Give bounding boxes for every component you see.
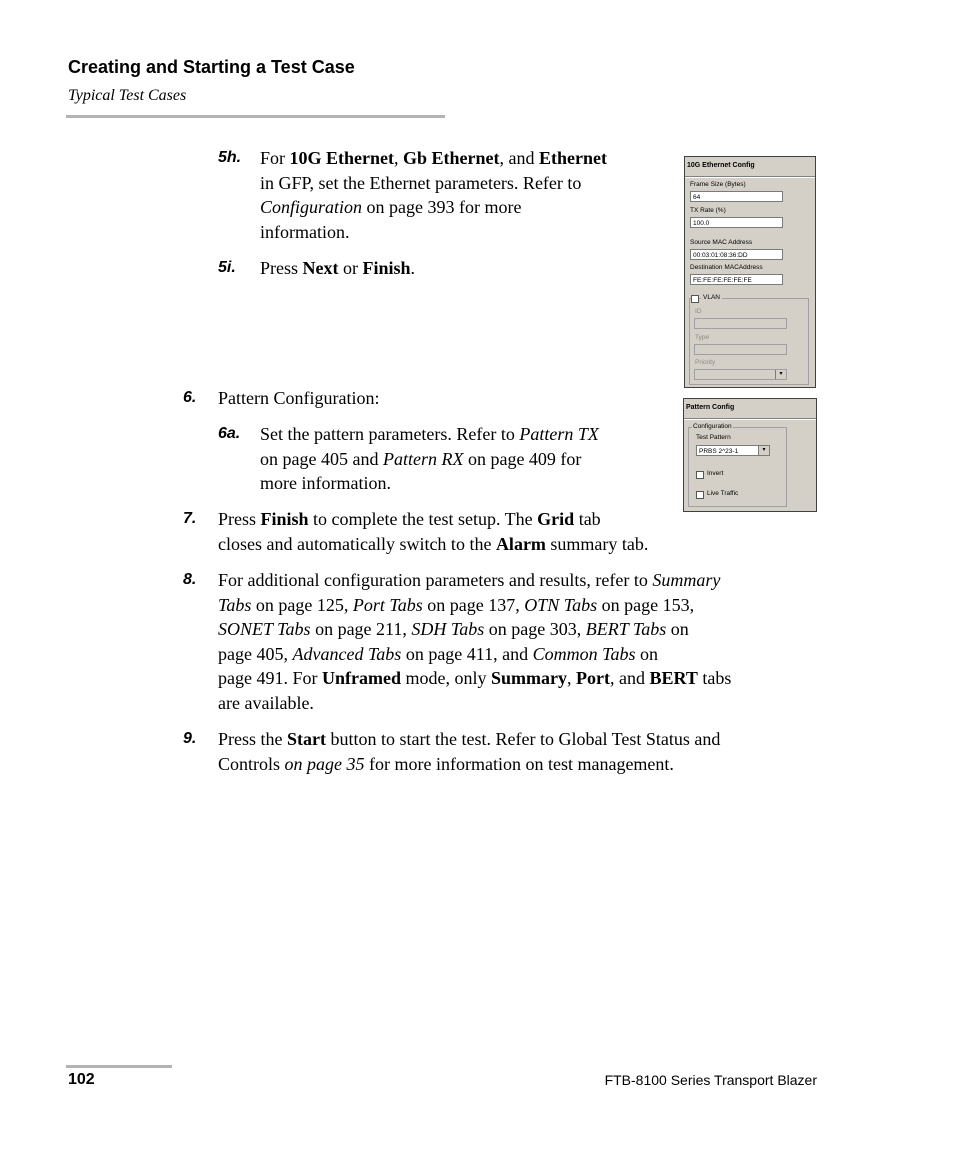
vlan-type-input[interactable] [694,344,787,355]
step-7-text: Press Finish to complete the test setup. The Grid tab closes and automatically switch to the Alarm summary tab. [218,509,649,554]
source-mac-label: Source MAC Address [690,239,753,246]
step-5h-text: For 10G Ethernet, Gb Ethernet, and Ethernet in GFP, set the Ethernet parameters. Refer to Configuration on page 393 for more information. [260,148,607,242]
step-6a-number: 6a. [218,425,241,442]
header-divider [66,115,445,118]
vlan-checkbox[interactable] [691,295,699,303]
step-6a-text: Set the pattern parameters. Refer to Pattern TX on page 405 and Pattern RX on page 409 for more information. [260,424,599,493]
step-6-text: Pattern Configuration: [218,388,380,408]
ethernet-config-title: 10G Ethernet Config [687,162,755,169]
vlan-priority-select[interactable] [694,369,787,380]
ethernet-config-dialog [684,156,816,388]
vlan-id-input[interactable] [694,318,787,329]
step-5h-number: 5h. [218,149,242,166]
destination-mac-label: Destination MACAddress [690,264,763,271]
pattern-config-dialog [683,398,817,512]
step-5i-text: Press Next or Finish. [260,258,416,278]
tx-rate-label: TX Rate (%) [690,207,726,214]
step-8-text: For additional configuration parameters and results, refer to Summary Tabs on page 125, Port Tabs on page 137, OTN Tabs on page 153, SONET Tabs on page 211, SDH Tabs on page 303, BERT Tabs on page 405, Advanced Tabs on page 411, and Common Tabs on page 491. For Unframed mode, only Summary, Port, and BERT tabs are available. [218,570,732,713]
live-traffic-label: Live Traffic [707,490,739,497]
section-subtitle: Typical Test Cases [68,87,187,104]
page-number: 102 [68,1071,95,1088]
step-5i-number: 5i. [218,259,236,276]
frame-size-input[interactable]: 64 [690,191,783,202]
vlan-label: VLAN [703,294,720,301]
section-title: Creating and Starting a Test Case [68,57,355,77]
invert-label: Invert [707,470,724,477]
footer-divider [66,1065,172,1068]
test-pattern-label: Test Pattern [696,434,731,441]
configuration-group-label: Configuration [693,423,732,430]
chevron-down-icon: ▾ [758,446,769,455]
vlan-priority-label: Priority [695,359,716,366]
invert-checkbox[interactable] [696,471,704,479]
pattern-config-title: Pattern Config [686,404,735,411]
tx-rate-input[interactable]: 100.0 [690,217,783,228]
step-6-number: 6. [183,389,197,406]
destination-mac-input[interactable]: FE:FE:FE:FE:FE:FE [690,274,783,285]
step-9-text: Press the Start button to start the test. Refer to Global Test Status and Controls on page 35 for more information on test management. [218,729,721,774]
pattern-config-title-divider [684,418,816,420]
frame-size-label: Frame Size (Bytes) [690,181,746,188]
chevron-down-icon: ▾ [775,370,786,379]
product-name: FTB-8100 Series Transport Blazer [604,1072,817,1088]
step-8-number: 8. [183,571,197,588]
step-9-number: 9. [183,730,197,747]
test-pattern-select[interactable]: PRBS 2^23-1 ▾ [696,445,770,456]
ethernet-config-title-divider [685,176,815,178]
vlan-type-label: Type [695,334,710,341]
live-traffic-checkbox[interactable] [696,491,704,499]
source-mac-input[interactable]: 00:03:01:08:36:DD [690,249,783,260]
step-7-number: 7. [183,510,197,527]
vlan-id-label: ID [695,308,702,315]
